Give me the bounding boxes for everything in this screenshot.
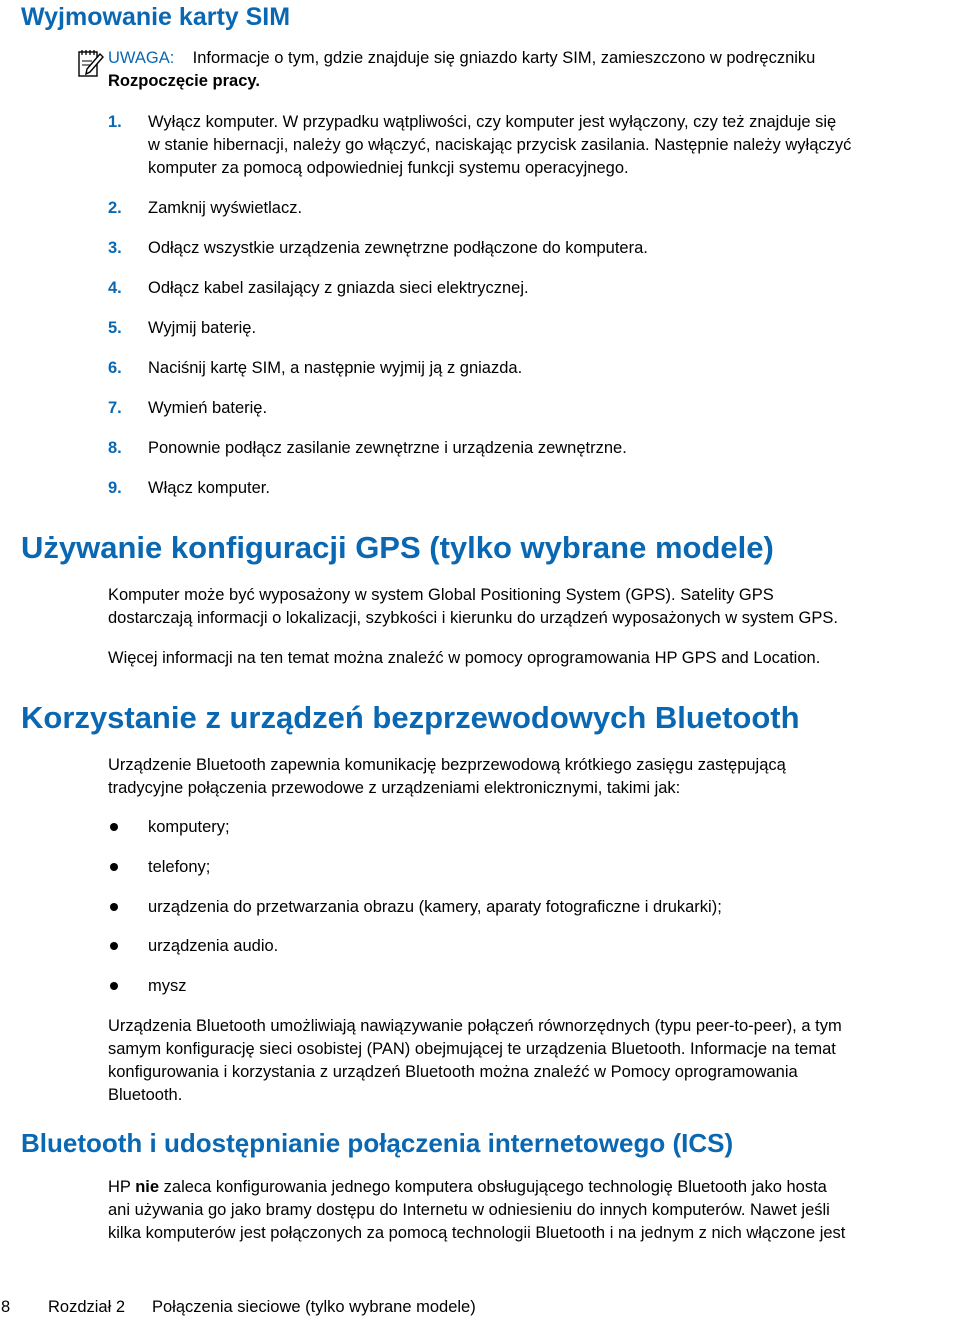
text-fragment: HP [108,1178,136,1196]
bluetooth-intro [108,754,950,800]
step-line: w stanie hibernacji, należy go włączyć, naciskając przycisk zasilania. Następnie należy wyłączyć [148,136,852,154]
ics-paragraph [108,1176,950,1245]
text-fragment: zaleca konfigurowania jednego komputera obsługującego technologię Bluetooth jako hosta [159,1178,827,1196]
note-bold-text: Rozpoczęcie pracy. [108,72,260,90]
section-title-bluetooth: Korzystanie z urządzeń bezprzewodowych Bluetooth [21,700,800,735]
step-number: 1. [108,113,122,131]
list-item: urządzenia do przetwarzania obrazu (kamery, aparaty fotograficzne i drukarki); [148,898,722,916]
note-text: Informacje o tym, gdzie znajduje się gniazdo karty SIM, zamieszczono w podręczniku [192,49,816,67]
text-line: Urządzenie Bluetooth zapewnia komunikację bezprzewodową krótkiego zasięgu zastępującą [108,756,786,774]
text-line: ani używania go jako bramy dostępu do Internetu w odniesieniu do innych komputerów. Nawet jeśli [108,1201,830,1219]
text-line: dostarczają informacji o lokalizacji, szybkości i kierunku do urządzeń wyposażonych w system GPS. [108,609,838,627]
section-title-sim: Wyjmowanie karty SIM [21,3,291,31]
bluetooth-paragraph [108,1015,950,1107]
step-text [148,111,948,180]
step-number: 5. [108,319,122,337]
text-line: tradycyjne połączenia przewodowe z urządzeniami elektronicznymi, takimi jak: [108,779,681,797]
gps-paragraph [108,584,950,630]
step-text: Odłącz kabel zasilający z gniazda sieci elektrycznej. [148,279,529,297]
step-text: Wyjmij baterię. [148,319,257,337]
bullet-icon [110,982,118,990]
footer-chapter: Rozdział 2 [48,1298,126,1316]
section-title-ics: Bluetooth i udostępnianie połączenia internetowego (ICS) [21,1128,734,1158]
step-line: Wyłącz komputer. W przypadku wątpliwości, czy komputer jest wyłączony, czy też znajduje się [148,113,837,131]
note-box [108,47,938,93]
step-text: Zamknij wyświetlacz. [148,199,303,217]
text-line: Urządzenia Bluetooth umożliwiają nawiązywanie połączeń równorzędnych (typu peer-to-peer), a tym [108,1017,842,1035]
list-item: urządzenia audio. [148,937,279,955]
emphasis-text: nie [135,1178,160,1196]
text-line: kilka komputerów jest połączonych za pomocą technologii Bluetooth i na jednym z nich włączone jest [108,1224,846,1242]
bullet-icon [110,863,118,871]
step-number: 8. [108,439,122,457]
text-line: Bluetooth. [108,1086,183,1104]
gps-more-info: Więcej informacji na ten temat można znaleźć w pomocy oprogramowania HP GPS and Location. [108,649,821,667]
step-number: 7. [108,399,122,417]
list-item: telefony; [148,858,211,876]
text-line [108,1176,950,1199]
text-line: samym konfigurację sieci osobistej (PAN) obejmującej te urządzenia Bluetooth. Informacje na temat [108,1040,836,1058]
text-line: konfigurowania i korzystania z urządzeń Bluetooth można znaleźć w Pomocy oprogramowania [108,1063,798,1081]
step-line: komputer za pomocą odpowiedniej funkcji systemu operacyjnego. [148,159,629,177]
section-title-gps: Używanie konfiguracji GPS (tylko wybrane modele) [21,530,774,565]
step-text: Włącz komputer. [148,479,270,497]
bullet-icon [110,942,118,950]
note-pencil-icon [78,48,104,78]
step-text: Odłącz wszystkie urządzenia zewnętrzne podłączone do komputera. [148,239,648,257]
bullet-icon [110,903,118,911]
text-line: Komputer może być wyposażony w system Global Positioning System (GPS). Satelity GPS [108,586,774,604]
step-text: Naciśnij kartę SIM, a następnie wyjmij ją z gniazda. [148,359,523,377]
step-number: 6. [108,359,122,377]
list-item: mysz [148,977,187,995]
step-number: 9. [108,479,122,497]
step-number: 4. [108,279,122,297]
step-number: 2. [108,199,122,217]
step-text: Wymień baterię. [148,399,268,417]
bullet-icon [110,823,118,831]
note-label: UWAGA: [108,49,175,67]
list-item: komputery; [148,818,230,836]
footer-chapter-title: Połączenia sieciowe (tylko wybrane modele) [152,1298,476,1316]
step-number: 3. [108,239,122,257]
page-number: 8 [1,1298,11,1316]
step-text: Ponownie podłącz zasilanie zewnętrzne i urządzenia zewnętrzne. [148,439,627,457]
